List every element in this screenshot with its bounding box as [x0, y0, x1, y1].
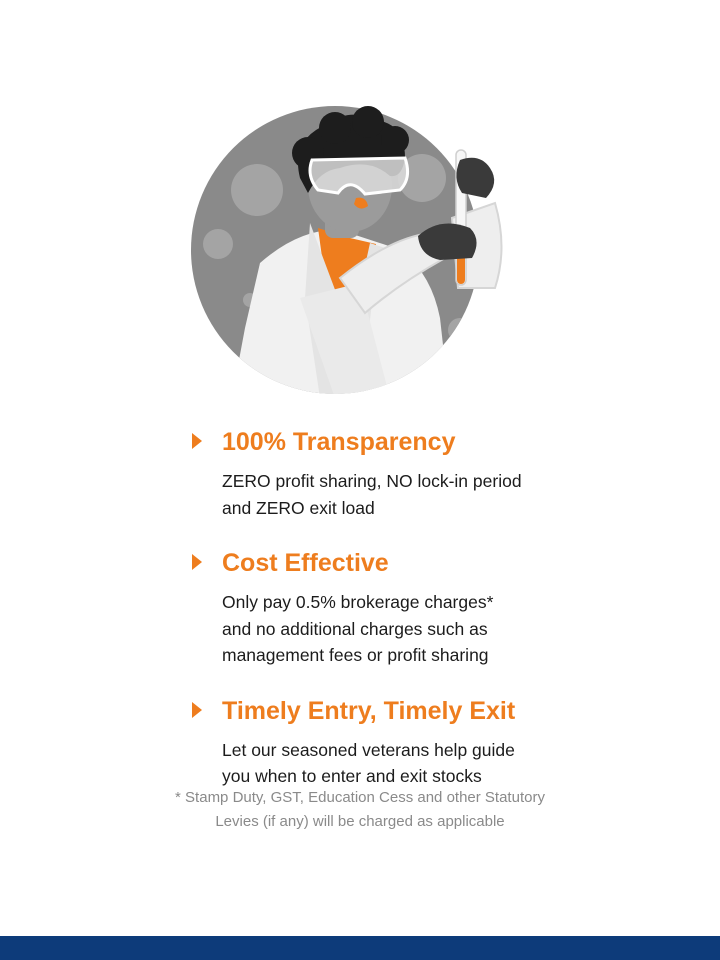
caret-right-icon	[192, 433, 202, 449]
features-list	[190, 424, 610, 814]
footnote-line: Levies (if any) will be charged as applicable	[215, 813, 505, 830]
scientist-with-test-tube-icon	[190, 98, 520, 408]
footnote	[0, 786, 720, 834]
feature-title: Timely Entry, Timely Exit	[222, 696, 516, 725]
feature-description: ZERO profit sharing, NO lock-in period and ZERO exit load	[222, 471, 522, 518]
hero-illustration	[190, 98, 520, 408]
caret-right-icon	[192, 702, 202, 718]
feature-title: Cost Effective	[222, 549, 389, 577]
feature-title: 100% Transparency	[222, 428, 456, 456]
feature-timely-entry-exit	[190, 693, 610, 790]
feature-description: Only pay 0.5% brokerage charges* and no additional charges such as management fees or profit sharing	[222, 592, 494, 665]
caret-right-icon	[192, 554, 202, 570]
footer-bar	[0, 936, 720, 960]
feature-cost-effective	[190, 545, 610, 669]
footnote-line: * Stamp Duty, GST, Education Cess and other Statutory	[175, 789, 545, 806]
feature-description: Let our seasoned veterans help guide you when to enter and exit stocks	[222, 739, 515, 786]
feature-transparency	[190, 424, 610, 521]
